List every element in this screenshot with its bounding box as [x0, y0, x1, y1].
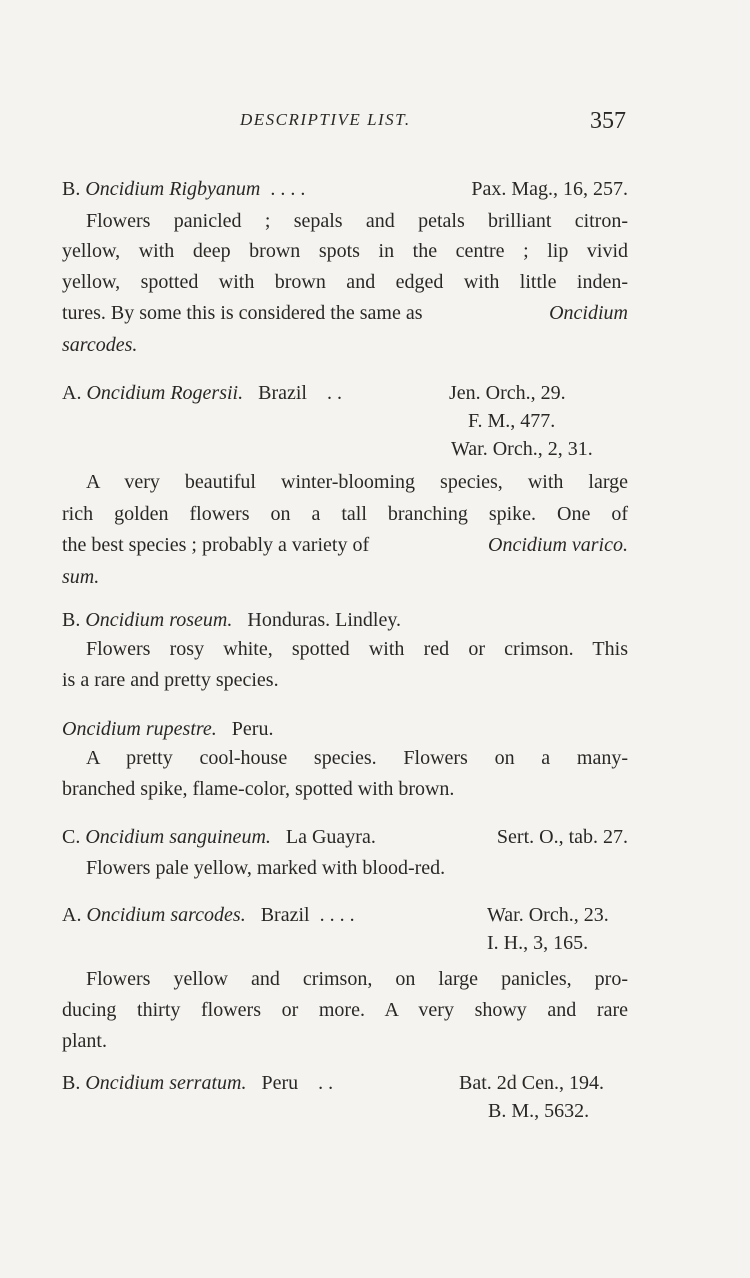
entry-heading-rupestre [62, 714, 628, 744]
description-text: tures. By some this is considered the same as [62, 302, 423, 324]
species-name: Oncidium roseum. [85, 609, 233, 631]
description-line: Flowers rosy white, spotted with red or crimson. This [86, 638, 628, 660]
reference: I. H., 3, 165. [487, 932, 589, 954]
species-name: Oncidium serratum. [85, 1072, 247, 1094]
description-line: yellow, spotted with brown and edged with little inden- [62, 271, 628, 293]
description-line [62, 530, 628, 560]
description-line: A very beautiful winter-blooming species, with large [86, 471, 628, 493]
grade: C. [62, 826, 81, 848]
description-line: is a rare and pretty species. [62, 669, 279, 691]
reference: Sert. O., tab. 27. [496, 826, 628, 848]
origin: Peru. [231, 718, 274, 740]
leader-dots: . . [318, 1072, 334, 1094]
reference: Bat. 2d Cen., 194. [459, 1072, 604, 1094]
reference: F. M., 477. [468, 410, 556, 432]
description-line: sum. [62, 566, 100, 588]
description-line: yellow, with deep brown spots in the centre ; lip vivid [62, 240, 628, 262]
entry-heading-roseum [62, 605, 628, 635]
grade: B. [62, 609, 81, 631]
description-line: plant. [62, 1030, 107, 1052]
species-name: Oncidium sarcodes. [86, 904, 246, 926]
reference: B. M., 5632. [488, 1100, 590, 1122]
grade: A. [62, 382, 82, 404]
origin: Brazil [260, 904, 310, 926]
grade: B. [62, 1072, 81, 1094]
page-number: 357 [590, 108, 626, 134]
reference: Pax. Mag., 16, 257. [471, 178, 628, 200]
origin: Peru [261, 1072, 299, 1094]
reference: War. Orch., 23. [487, 904, 609, 926]
reference: Jen. Orch., 29. [449, 382, 566, 404]
origin: Honduras. Lindley. [247, 609, 402, 631]
description-line: rich golden flowers on a tall branching spike. One of [62, 503, 628, 525]
description-line: Flowers pale yellow, marked with blood-red. [86, 857, 446, 879]
description-line: Flowers panicled ; sepals and petals brilliant citron- [86, 210, 628, 232]
description-line [62, 298, 628, 328]
running-title: DESCRIPTIVE LIST. [240, 110, 411, 129]
species-name: Oncidium sanguineum. [85, 826, 271, 848]
origin: Brazil [258, 382, 307, 404]
species-reference: Oncidium [549, 302, 628, 324]
leader-dots: . . [326, 382, 342, 404]
grade: A. [62, 904, 82, 926]
entry-heading-sanguineum [62, 822, 628, 852]
reference: War. Orch., 2, 31. [451, 438, 593, 460]
leader-dots: . . . . [270, 178, 306, 200]
species-name: Oncidium Rogersii. [86, 382, 244, 404]
description-text: the best species ; probably a variety of [62, 534, 370, 556]
description-line: sarcodes. [62, 334, 138, 356]
leader-dots: . . . . [319, 904, 355, 926]
species-reference: Oncidium varico. [488, 534, 628, 556]
species-name: Oncidium rupestre. [62, 718, 217, 740]
description-line: ducing thirty flowers or more. A very showy and rare [62, 999, 628, 1021]
entry-heading-rigbyanum [62, 174, 628, 204]
page-header [62, 110, 630, 140]
description-line: Flowers yellow and crimson, on large panicles, pro- [86, 968, 628, 990]
description-line: A pretty cool-house species. Flowers on a many- [86, 747, 628, 769]
species-name: Oncidium Rigbyanum [85, 178, 261, 200]
description-line: branched spike, flame-color, spotted with brown. [62, 778, 455, 800]
origin: La Guayra. [285, 826, 376, 848]
grade: B. [62, 178, 81, 200]
